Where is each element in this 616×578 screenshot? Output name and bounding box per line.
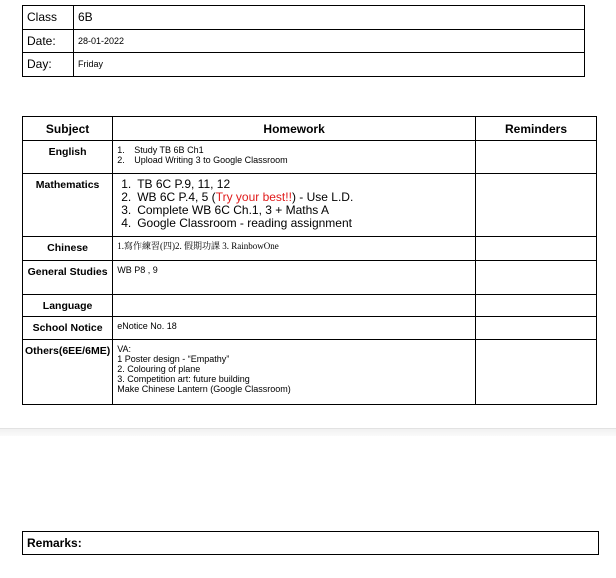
day-value[interactable]: Friday xyxy=(74,53,585,77)
others-row xyxy=(23,340,597,405)
language-row xyxy=(23,295,597,317)
english-row xyxy=(23,141,597,174)
try-best-highlight: Try your best!! xyxy=(215,190,292,204)
mathematics-item: 2. WB 6C P.4, 5 (Try your best!!) - Use L.D. xyxy=(121,190,354,204)
english-subject: English xyxy=(23,141,113,174)
page-break-divider xyxy=(0,428,616,436)
mathematics-homework[interactable] xyxy=(113,174,476,237)
class-label: Class xyxy=(23,6,74,30)
school-notice-reminder[interactable] xyxy=(476,317,597,340)
english-item: 1. Study TB 6B Ch1 xyxy=(117,145,204,155)
school-notice-homework[interactable]: eNotice No. 18 xyxy=(113,317,476,340)
date-label: Date: xyxy=(23,29,74,53)
english-reminder[interactable] xyxy=(476,141,597,174)
chinese-row xyxy=(23,237,597,261)
language-subject: Language xyxy=(23,295,113,317)
reminders-header: Reminders xyxy=(476,117,597,141)
homework-header: Homework xyxy=(113,117,476,141)
others-reminder[interactable] xyxy=(476,340,597,405)
english-item: 2. Upload Writing 3 to Google Classroom xyxy=(117,155,288,165)
mathematics-item: 1. TB 6C P.9, 11, 12 xyxy=(121,177,231,191)
remarks-box[interactable] xyxy=(22,531,599,555)
others-subject: Others(6EE/6ME) xyxy=(23,340,113,405)
class-value[interactable]: 6B xyxy=(74,6,585,30)
others-line: Make Chinese Lantern (Google Classroom) xyxy=(117,384,291,394)
mathematics-reminder[interactable] xyxy=(476,174,597,237)
english-homework[interactable] xyxy=(113,141,476,174)
school-notice-row xyxy=(23,317,597,340)
date-value[interactable]: 28-01-2022 xyxy=(74,29,585,53)
others-line: VA: xyxy=(117,344,132,354)
day-label: Day: xyxy=(23,53,74,77)
others-homework[interactable] xyxy=(113,340,476,405)
date-row xyxy=(23,29,585,53)
mathematics-list xyxy=(117,178,471,230)
general-studies-subject: General Studies xyxy=(23,261,113,295)
subject-header: Subject xyxy=(23,117,113,141)
language-reminder[interactable] xyxy=(476,295,597,317)
chinese-reminder[interactable] xyxy=(476,237,597,261)
general-studies-row xyxy=(23,261,597,295)
day-row xyxy=(23,53,585,77)
mathematics-row xyxy=(23,174,597,237)
general-studies-reminder[interactable] xyxy=(476,261,597,295)
mathematics-item: 3. Complete WB 6C Ch.1, 3 + Maths A xyxy=(121,203,329,217)
remarks-label: Remarks: xyxy=(27,536,82,550)
others-line: 2. Colouring of plane xyxy=(117,364,201,374)
chinese-subject: Chinese xyxy=(23,237,113,261)
school-notice-subject: School Notice xyxy=(23,317,113,340)
chinese-homework[interactable]: 1.寫作練習(四)2. 假期功課 3. RainbowOne xyxy=(113,237,476,261)
english-list xyxy=(117,145,471,165)
header-row xyxy=(23,117,597,141)
class-row xyxy=(23,6,585,30)
others-line: 1 Poster design - “Empathy” xyxy=(117,354,230,364)
others-line: 3. Competition art: future building xyxy=(117,374,250,384)
mathematics-item: 4. Google Classroom - reading assignment xyxy=(121,216,352,230)
mathematics-subject: Mathematics xyxy=(23,174,113,237)
general-studies-homework[interactable]: WB P8 , 9 xyxy=(113,261,476,295)
homework-table xyxy=(22,116,597,405)
language-homework[interactable] xyxy=(113,295,476,317)
class-info-table xyxy=(22,5,585,77)
